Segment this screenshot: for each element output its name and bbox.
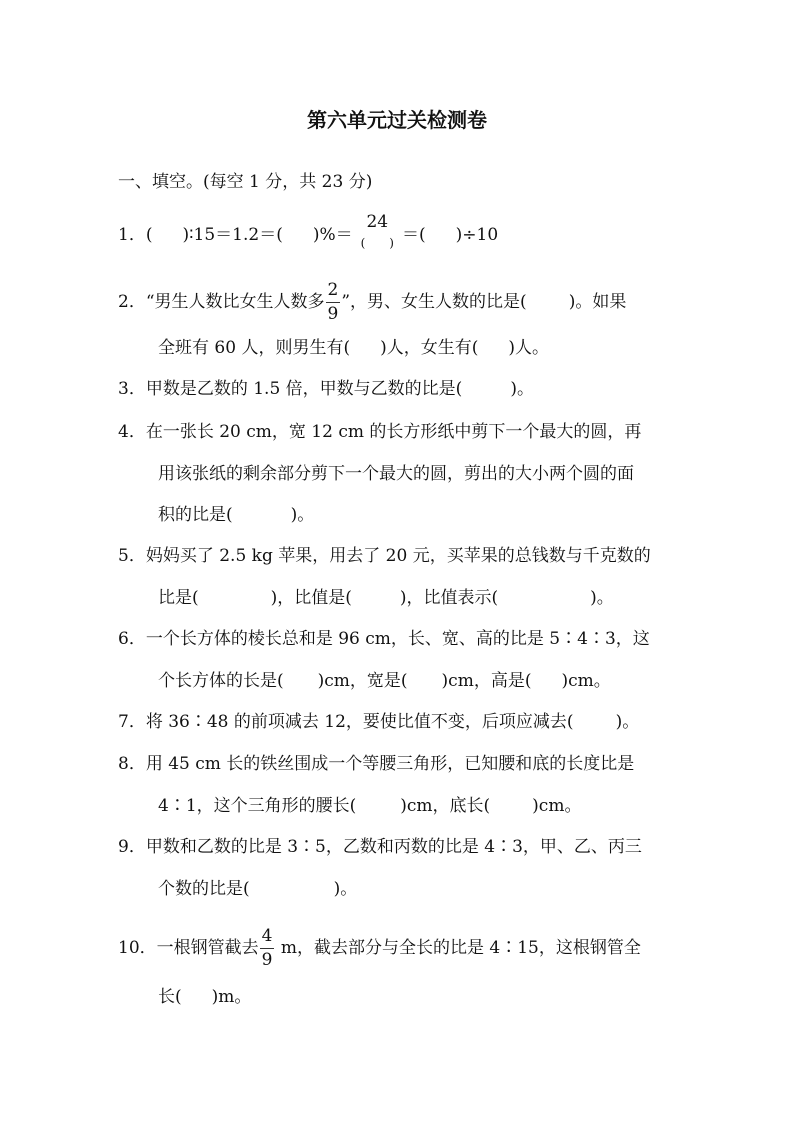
- fraction: $\frac{4}{9}$: [261, 926, 273, 970]
- question-number: 10．: [118, 938, 157, 958]
- question-8-line-2: 4∶1，这个三角形的腰长( )cm，底长( )cm。: [158, 796, 582, 816]
- question-1: 1．( )∶15＝1.2＝( )%＝ 24 ( ) ＝( )÷10: [118, 212, 499, 250]
- question-6: 6．一个长方体的棱长总和是 96 cm，长、宽、高的比是 5∶4∶3，这: [118, 629, 650, 649]
- question-6-line-2: 个长方体的长是( )cm，宽是( )cm，高是( )cm。: [158, 671, 611, 691]
- question-2-line-2: 全班有 60 人，则男生有( )人，女生有( )人。: [158, 338, 549, 358]
- question-2: 2．“男生人数比女生人数多 $\frac{2}{9}$ ”，男、女生人数的比是( )。如果: [118, 280, 627, 324]
- page-title: 第六单元过关检测卷: [307, 108, 487, 132]
- section-heading: 一、填空。(每空 1 分，共 23 分): [118, 172, 373, 192]
- question-number: 6．: [118, 629, 146, 649]
- question-9-line-2: 个数的比是( )。: [158, 879, 358, 899]
- question-number: 4．: [118, 422, 146, 442]
- question-4-line-3: 积的比是( )。: [158, 505, 315, 525]
- question-4: 4．在一张长 20 cm，宽 12 cm 的长方形纸中剪下一个最大的圆，再: [118, 422, 642, 442]
- question-7: 7．将 36∶48 的前项减去 12，要使比值不变，后项应减去( )。: [118, 712, 640, 732]
- question-9: 9．甲数和乙数的比是 3∶5，乙数和丙数的比是 4∶3，甲、乙、丙三: [118, 837, 642, 857]
- question-number: 3．: [118, 379, 146, 399]
- question-4-line-2: 用该张纸的剩余部分剪下一个最大的圆，剪出的大小两个圆的面: [158, 464, 634, 484]
- fraction: 24 ( ): [360, 212, 394, 250]
- question-5-line-2: 比是( )，比值是( )，比值表示( )。: [158, 588, 614, 608]
- question-number: 8．: [118, 754, 146, 774]
- question-3: 3．甲数是乙数的 1.5 倍，甲数与乙数的比是( )。: [118, 379, 534, 399]
- question-number: 1．: [118, 225, 146, 245]
- question-5: 5．妈妈买了 2.5 kg 苹果，用去了 20 元，买苹果的总钱数与千克数的: [118, 546, 651, 566]
- question-10: 10．一根钢管截去 $\frac{4}{9}$ m，截去部分与全长的比是 4∶15，这根钢管全: [118, 926, 641, 970]
- question-10-line-2: 长( )m。: [158, 987, 252, 1007]
- fraction: $\frac{2}{9}$: [327, 280, 339, 324]
- question-number: 7．: [118, 712, 146, 732]
- question-8: 8．用 45 cm 长的铁丝围成一个等腰三角形，已知腰和底的长度比是: [118, 754, 635, 774]
- question-number: 9．: [118, 837, 146, 857]
- question-number: 5．: [118, 546, 146, 566]
- question-number: 2．: [118, 292, 146, 312]
